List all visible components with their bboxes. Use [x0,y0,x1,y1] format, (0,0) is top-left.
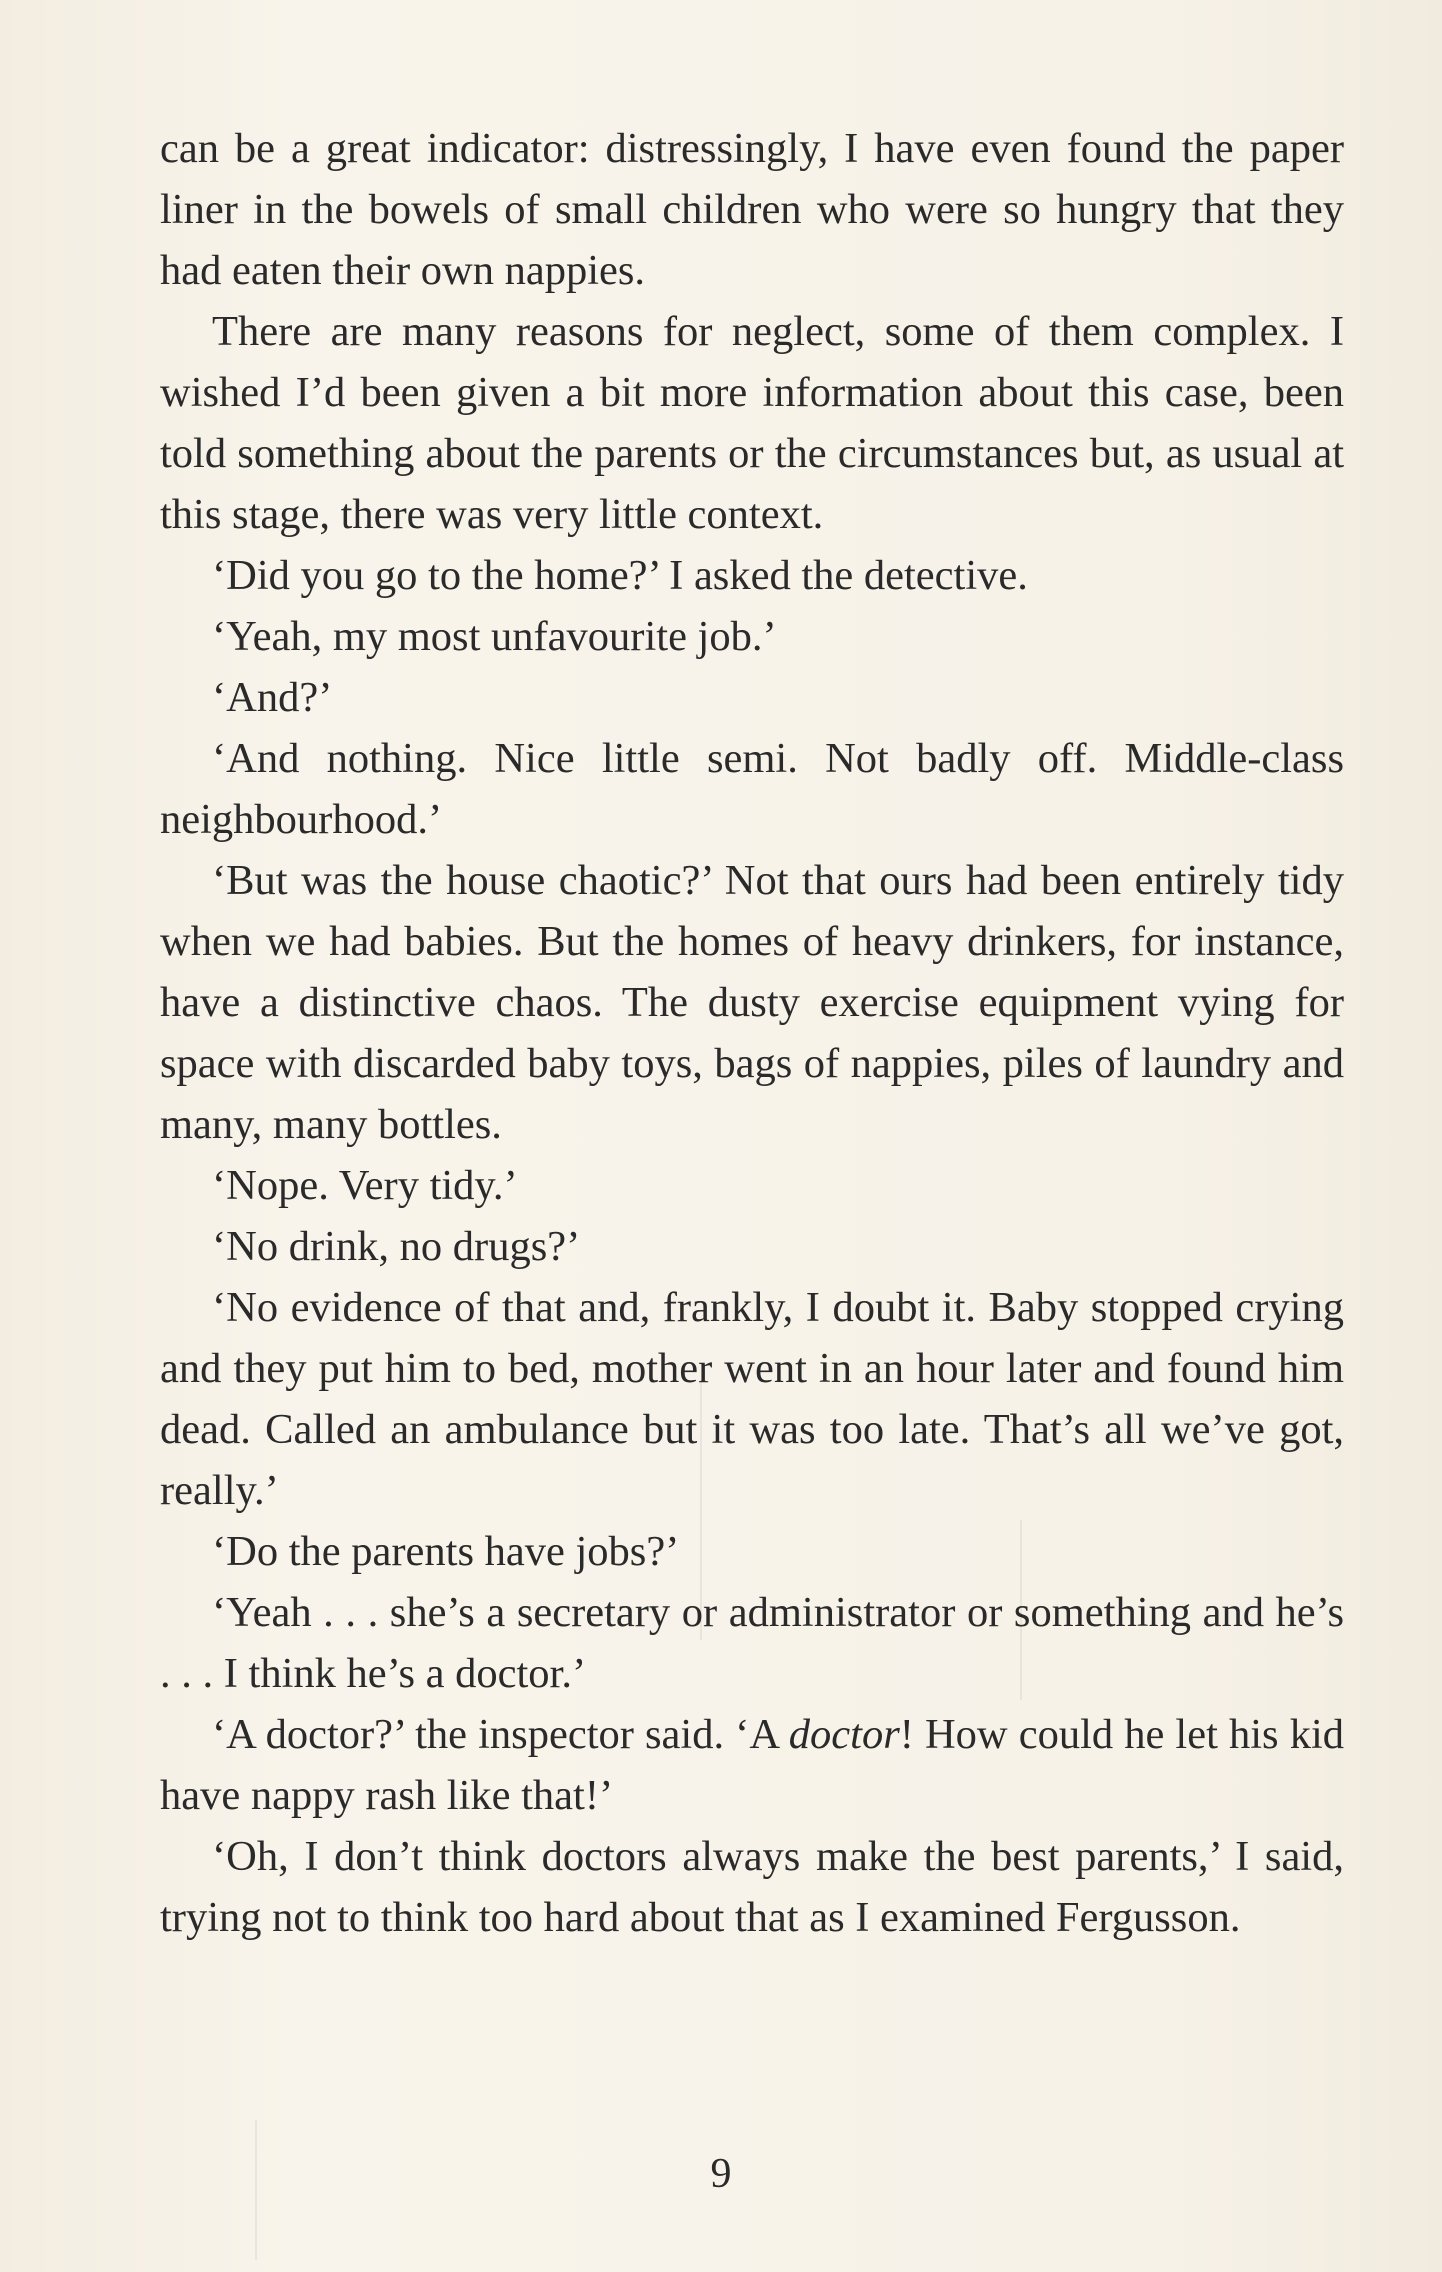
paragraph: ‘And?’ [212,674,333,721]
paragraph: ‘Did you go to the home?’ I asked the detective. [212,552,1028,599]
paragraph: ‘Yeah . . . she’s a secretary or administrator or something and he’s . . . I think he’s a doctor.’ [160,1589,1344,1697]
paragraph: ‘No drink, no drugs?’ [212,1223,581,1270]
paragraph-text: ! How could he let his kid have nappy rash like that!’ [160,1711,1344,1819]
emphasized-word: doctor [788,1711,900,1758]
paragraph-doctor [160,1704,1344,1826]
paragraph: can be a great indicator: distressingly, I have even found the paper liner in the bowels of small children who were so hungry that they had eaten their own nappies. [160,125,1344,294]
paragraph-text: ‘A doctor?’ the inspector said. ‘A [212,1711,789,1758]
paragraph: ‘Do the parents have jobs?’ [212,1528,680,1575]
paragraph: ‘Yeah, my most unfavourite job.’ [212,613,777,660]
body-text [160,118,1344,1948]
paragraph: ‘And nothing. Nice little semi. Not badly off. Middle-class neighbourhood.’ [160,735,1344,843]
paragraph: ‘No evidence of that and, frankly, I doubt it. Baby stopped crying and they put him to bed, mother went in an hour later and found him dead. Called an ambulance but it was too late. That’s all we’ve got, really.’ [160,1284,1344,1514]
paragraph: ‘Oh, I don’t think doctors always make the best parents,’ I said, trying not to think too hard about that as I examined Fergusson. [160,1833,1344,1941]
paragraph: ‘But was the house chaotic?’ Not that ours had been entirely tidy when we had babies. But the homes of heavy drinkers, for instance, have a distinctive chaos. The dusty exercise equipment vying for space with discarded baby toys, bags of nappies, piles of laundry and many, many bottles. [160,857,1344,1148]
paragraph: There are many reasons for neglect, some of them complex. I wished I’d been given a bit more information about this case, been told something about the parents or the circumstances but, as usual at this stage, there was very little context. [160,308,1344,538]
page-number: 9 [710,2151,732,2197]
paragraph: ‘Nope. Very tidy.’ [212,1162,518,1209]
